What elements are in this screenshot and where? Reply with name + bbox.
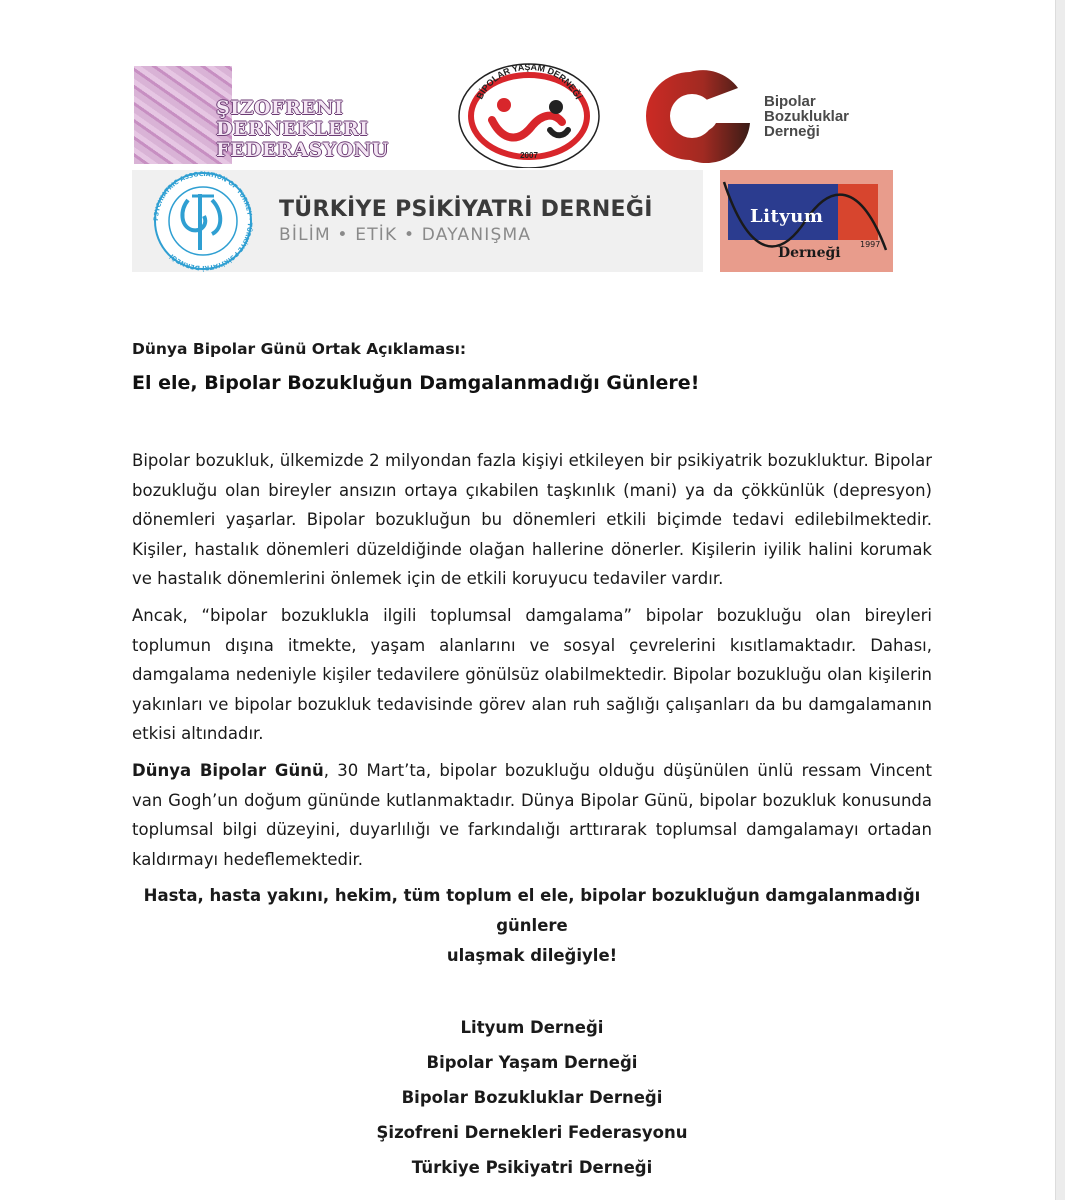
- signatories: [132, 1010, 932, 1185]
- tpd-logo: [132, 170, 703, 272]
- lityum-year: 1997: [860, 240, 881, 249]
- signatory: Lityum Derneği: [460, 1018, 604, 1038]
- paragraph-2: Ancak, “bipolar bozuklukla ilgili toplumsal damgalama” bipolar bozukluğu olan bireyleri toplumun dışına itmekte, yaşam alanlarını ve sosyal çevrelerini kısıtlamaktadır. Dahası, damgalama nedeniyle kişiler tedavilere gönülsüz olabilmektedir. Bipolar bozukluğu olan kişilerin yakınları ve bipolar bozukluk tedavisinde görev alan ruh sağlığı çalışanları da bu damgalamanın etkisi altındadır.: [132, 605, 932, 744]
- document-paragraphs: [132, 446, 932, 874]
- byd-year: 2007: [520, 151, 538, 160]
- signatory: Şizofreni Dernekleri Federasyonu: [376, 1123, 688, 1143]
- signatory: Bipolar Yaşam Derneği: [426, 1053, 638, 1073]
- document-body: [132, 340, 932, 1185]
- paragraph-1: Bipolar bozukluk, ülkemizde 2 milyondan fazla kişiyi etkileyen bir psikiyatrik bozukluktur. Bipolar bozukluğu olan bireyler ansızın ortaya çıkabilen taşkınlık (mani) ya da çökkünlük (depresyon) dönemleri yaşarlar. Bipolar bozukluğun bu dönemleri etkili biçimde tedavi edilebilmektedir. Kişiler, hastalık dönemleri düzeldiğinde olağan hallerine dönerler. Kişilerin iyilik halini korumak ve hastalık dönemlerini önlemek için de etkili koruyucu tedaviler vardır.: [132, 451, 932, 589]
- closing-line-2: ulaşmak dileğiyle!: [446, 945, 618, 965]
- sdf-logo-text: ŞIZOFRENI DERNEKLERI FEDERASYONU: [216, 97, 389, 161]
- closing-line-1: Hasta, hasta yakını, hekim, tüm toplum el ele, bipolar bozukluğun damgalanmadığı günlere: [143, 886, 921, 935]
- paragraph-3-bold: Dünya Bipolar Günü: [132, 760, 324, 780]
- sdf-logo: [134, 66, 432, 164]
- lityum-sub: Derneği: [778, 245, 841, 261]
- document-kicker: Dünya Bipolar Günü Ortak Açıklaması:: [132, 340, 467, 358]
- tpd-subtitle: BİLİM • ETİK • DAYANIŞMA: [279, 225, 532, 245]
- byd-logo: [456, 60, 602, 168]
- bbd-logo: [628, 68, 890, 163]
- tpd-title: TÜRKİYE PSİKİYATRİ DERNEĞİ: [279, 197, 653, 222]
- lityum-name: Lityum: [750, 206, 824, 227]
- byd-logo-emblem: [456, 60, 602, 168]
- lityum-logo: [720, 170, 893, 272]
- paragraph-3: [132, 756, 932, 874]
- signatory: Bipolar Bozukluklar Derneği: [401, 1088, 663, 1108]
- document-headline: El ele, Bipolar Bozukluğun Damgalanmadığı Günlere!: [132, 372, 700, 394]
- signatory: Türkiye Psikiyatri Derneği: [411, 1158, 653, 1178]
- byd-ring-text: BİPOLAR YAŞAM DERNEĞİ: [474, 61, 584, 101]
- closing-statement: [132, 881, 932, 970]
- bbd-logo-text: Bipolar Bozukluklar Derneği: [764, 93, 850, 140]
- paragraph-3-rest: , 30 Mart’ta, bipolar bozukluğu olduğu düşünülen ünlü ressam Vincent van Gogh’un doğum gününde kutlanmaktadır. Dünya Bipolar Günü, bipolar bozukluk konusunda toplumsal bilgi düzeyini, duyarlılığı ve farkındalığı arttırarak toplumsal damgalamayı ortadan kaldırmayı hedeflemektedir.: [132, 760, 932, 869]
- bbd-logo-emblem: [628, 68, 890, 163]
- tpd-ring-text: PSYCHIATRIC ASSOCIATION OF TURKEY · TÜRKİYE PSİKİYATRİ DERNEĞİ: [152, 170, 254, 272]
- tpd-logo-emblem: [132, 170, 272, 272]
- page-edge: [1055, 0, 1065, 1200]
